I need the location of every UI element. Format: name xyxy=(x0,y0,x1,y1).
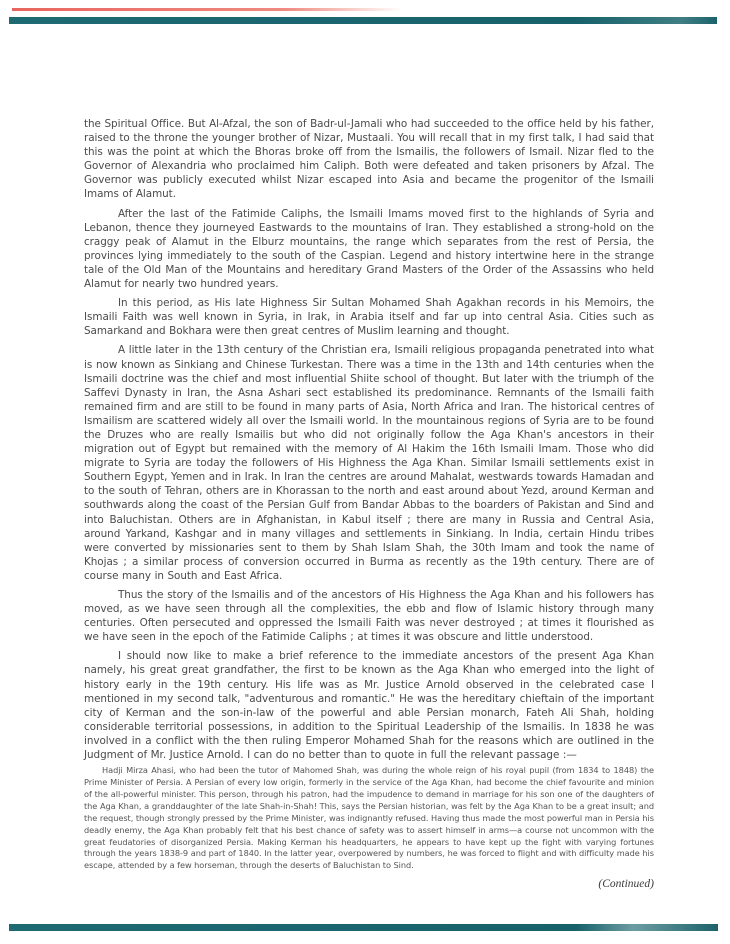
paragraph-4: A little later in the 13th century of the Christian era, Ismaili religious propaganda penetrated into what is now known as Sinkiang and Chinese Turkestan. There was a time in the 13th and 14th centuries when the Ismaili doctrine was the chief and most influential Shiite school of thought. But later with the triumph of the Saffevi Dynasty in Iran, the Asna Ashari sect established its predominance. Remnants of the Ismaili faith remained firm and are still to be found in many parts of Asia, North Africa and Iran. The historical centres of Ismailism are scattered widely all over the Ismaili world. In the mountainous regions of Syria are to be found the Druzes who are really Ismailis but who did not originally follow the Aga Khan's ancestors in their migration out of Egypt but remained with the memory of Al Hakim the 16th Ismaili Imam. Those who did migrate to Syria are today the followers of His Highness the Aga Khan. Similar Ismaili settlements exist in Southern Egypt, Yemen and in Irak. In Iran the centres are around Mahalat, westwards towards Hamadan and to the south of Tehran, others are in Khorassan to the north and east around about Yezd, around Kerman and southwards along the coast of the Persian Gulf from Bandar Abbas to the boarders of Pakistan and Sind and into Baluchistan. Others are in Afghanistan, in Kabul itself ; there are many in Russia and Central Asia, around Yarkand, Kashgar and in many villages and settlements in Sinkiang. In India, certain Hindu tribes were converted by missionaries sent to them by Shah Islam Shah, the 30th Imam and took the name of Khojas ; a similar process of conversion occurred in Burma as recently as the 19th century. There are of course many in South and East Africa. xyxy=(84,344,654,582)
paragraph-3: In this period, as His late Highness Sir Sultan Mohamed Shah Agakhan records in his Memoirs, the Ismaili Faith was well known in Syria, in Irak, in Arabia itself and far up into central Asia. Cities such as Samarkand and Bokhara were then great centres of Muslim learning and thought. xyxy=(84,297,654,338)
paragraph-2: After the last of the Fatimide Caliphs, the Ismaili Imams moved first to the highlands of Syria and Lebanon, thence they journeyed Eastwards to the mountains of Iran. They established a strong-hold on the craggy peak of Alamut in the Elburz mountains, the range which separates from the rest of Persia, the provinces lying immediately to the south of the Caspian. Legend and history intertwine here in the strange tale of the Old Man of the Mountains and hereditary Grand Masters of the Order of the Assassins who held Alamut for nearly two hundred years. xyxy=(84,207,654,291)
block-quote: Hadji Mirza Ahasi, who had been the tutor of Mahomed Shah, was during the whole reign of his royal pupil (from 1834 to 1848) the Prime Minister of Persia. A Persian of every low origin, formerly in the service of the Aga Khan, had become the chief favourite and minion of the all-powerful minister. This person, through his patron, had the impudence to demand in marriage for his son one of the daughters of the Aga Khan, a granddaughter of the late Shah-in-Shah! This, says the Persian historian, was felt by the Aga Khan to be a great insult; and the request, though strongly pressed by the Prime Minister, was indignantly refused. Having thus made the most powerful man in Persia his deadly enemy, the Aga Khan probably felt that his best chance of safety was to assert himself in arms—a course not uncommon with the great feudatories of disorganized Persia. Making Kerman his headquarters, he appears to have kept up the fight with varying fortunes through the years 1838-9 and part of 1840. In the latter year, overpowered by numbers, he was forced to flight and with difficulty made his escape, attended by a few horseman, through the deserts of Baluchistan to Sind. xyxy=(84,765,654,871)
paragraph-1: the Spiritual Office. But Al-Afzal, the son of Badr-ul-Jamali who had succeeded to the office held by his father, raised to the throne the younger brother of Nizar, Mustaali. You will recall that in my first talk, I had said that this was the point at which the Bhoras broke off from the Ismailis, the followers of Ismail. Nizar fled to the Governor of Alexandria who proclaimed him Caliph. Both were defeated and taken prisoners by Afzal. The Governor was publicly executed whilst Nizar escaped into Asia and became the progenitor of the Ismaili Imams of Alamut. xyxy=(84,118,654,201)
paragraph-6: I should now like to make a brief reference to the immediate ancestors of the present Aga Khan namely, his great great grandfather, the first to be known as the Aga Khan who emerged into the light of history early in the 19th century. His life was as Mr. Justice Arnold observed in the celebrated case I mentioned in my second talk, "adventurous and romantic." He was the hereditary chieftain of the important city of Kerman and the son-in-law of the powerful and able Persian monarch, Fateh Ali Shah, holding considerable territorial possessions, in addition to the Spiritual Leadership of the Ismailis. In 1838 he was involved in a conflict with the then ruling Emperor Mohamed Shah for the reasons which are outlined in the Judgment of Mr. Justice Arnold. I can do no better than to quote in full the relevant passage :— xyxy=(84,650,654,762)
bottom-teal-band xyxy=(9,924,718,931)
paragraph-5: Thus the story of the Ismailis and of the ancestors of His Highness the Aga Khan and his followers has moved, as we have seen through all the complexities, the ebb and flow of Islamic history through many centuries. Often persecuted and oppressed the Ismaili Faith was never destroyed ; at times it flourished as we have seen in the epoch of the Fatimide Caliphs ; at times it was obscure and little understood. xyxy=(84,589,654,644)
top-red-rule xyxy=(12,8,402,11)
top-teal-band xyxy=(9,17,717,24)
document-page xyxy=(84,117,654,890)
continued-label: (Continued) xyxy=(598,878,654,891)
